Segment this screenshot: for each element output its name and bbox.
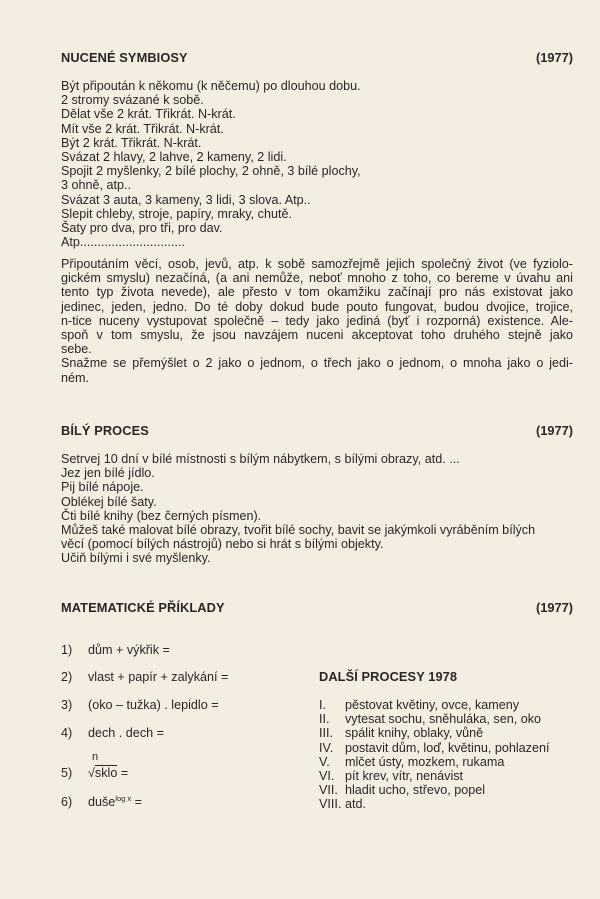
item-text: (oko – tužka) . lepidlo = (88, 698, 219, 712)
text-line: Jez jen bílé jídlo. (61, 466, 155, 481)
section-year: (1977) (536, 50, 573, 65)
text-line: Učiň bílými i své myšlenky. (61, 551, 211, 566)
item-text: mlčet ústy, mozkem, rukama (345, 754, 505, 769)
radical-sign-icon: √ (88, 766, 95, 780)
list-item (319, 741, 549, 755)
text-line: Čti bílé knihy (bez černých písmen). (61, 508, 262, 523)
text-line: jedinec, jeden, jedno. Do té doby dokud bude pouto fungovat, budou dvojice, trojice, (61, 299, 573, 314)
roman-numeral: IV. (319, 740, 334, 755)
text-line: Být připoután k někomu (k něčemu) po dlouhou dobu. (61, 79, 361, 93)
list-item (319, 698, 549, 712)
section-title-nucene-symbiosy: NUCENÉ SYMBIOSY (61, 50, 188, 65)
math-item (61, 751, 129, 780)
roman-numeral: VII. (319, 783, 338, 798)
text-line: tento typ života nevede), ale přesto v tom okamžiku začínají pro nás existovat jako (61, 285, 573, 300)
item-text: vlast + papír + zalykání = (88, 670, 229, 684)
roman-numeral: VIII. (319, 797, 342, 812)
equals: = (117, 766, 129, 780)
item-text: postavit dům, loď, květinu, pohlazení (345, 740, 550, 755)
roman-numeral: II. (319, 712, 330, 727)
text-line: gickém smyslu) nezačíná, (a ani nemůže, neboť mnoho z toho, co bereme v úvahu ani (61, 271, 573, 286)
section-year: (1977) (536, 423, 573, 438)
radicand: sklo (94, 766, 118, 780)
item-number: 6) (61, 795, 73, 809)
item-number: 2) (61, 670, 73, 684)
list-item (319, 797, 549, 811)
roman-numeral: VI. (319, 768, 335, 783)
section-year: (1977) (536, 600, 573, 615)
section1-paragraph (61, 257, 573, 385)
text-line: Setrvej 10 dní v bílé místnosti s bílým nábytkem, s bílými obrazy, atd. ... (61, 452, 460, 466)
item-text: pít krev, vítr, nenávist (345, 768, 464, 783)
base: duše (88, 795, 116, 809)
text-line: Snažme se přemýšlet o 2 jako o jednom, o třech jako o jednom, o mnoha jako o jedi- (61, 356, 573, 371)
item-text: spálit knihy, oblaky, vůně (345, 726, 484, 741)
text-line: Být 2 krát. Třikrát. N-krát. (61, 135, 202, 150)
item-number: 4) (61, 726, 73, 740)
text-line: 3 ohně, atp.. (61, 178, 132, 193)
item-text: dech . dech = (88, 726, 164, 740)
text-line: Šaty pro dva, pro tři, pro dav. (61, 220, 223, 235)
equals: = (131, 795, 143, 809)
list-item (319, 726, 549, 740)
item-text: atd. (345, 797, 367, 812)
math-item (61, 794, 142, 809)
math-item (61, 643, 170, 657)
roman-numeral: V. (319, 754, 330, 769)
exponent: log x (115, 794, 132, 803)
roman-numeral: III. (319, 726, 333, 741)
root-index: n (92, 751, 99, 763)
text-line: věcí (pomocí bílých nástrojů) nebo si hrát s bílými objekty. (61, 537, 384, 552)
list-item (319, 783, 549, 797)
item-text: vytesat sochu, sněhuláka, sen, oko (345, 712, 542, 727)
list-item (319, 769, 549, 783)
section1-lines (61, 79, 361, 249)
text-line: Můžeš také malovat bílé obrazy, tvořit bílé sochy, bavit se jakýmkoli vyráběním bílých (61, 522, 536, 537)
list-item (319, 712, 549, 726)
text-line: Atp.............................. (61, 235, 185, 250)
item-text: pěstovat květiny, ovce, kameny (345, 698, 520, 712)
item-number: 3) (61, 698, 73, 712)
math-item (61, 726, 164, 740)
text-line: sebe. (61, 342, 92, 357)
math-item (61, 670, 228, 684)
item-number: 1) (61, 643, 73, 657)
text-line: 2 stromy svázané k sobě. (61, 93, 204, 108)
item-text: hladit ucho, střevo, popel (345, 783, 486, 798)
text-line: Pij bílé nápoje. (61, 480, 144, 495)
text-line: spoň v tom smyslu, že jsou navzájem nuceni akceptovat toho druhého stejně jako (61, 327, 573, 342)
text-line: Připoutáním věcí, osob, jevů, atp. k sobě samozřejmě jejich společný život (ve fyziolo- (61, 257, 573, 271)
process-list (319, 698, 549, 812)
section2-lines (61, 452, 535, 566)
section-title-bily-proces: BÍLÝ PROCES (61, 423, 149, 438)
text-line: Spojit 2 myšlenky, 2 bílé plochy, 2 ohně, 3 bílé plochy, (61, 164, 361, 179)
section-title-matematicke-priklady: MATEMATICKÉ PŘÍKLADY (61, 600, 225, 615)
text-line: Dělat vše 2 krát. Třikrát. N-krát. (61, 107, 236, 122)
section-title-dalsi-procesy: DALŠÍ PROCESY 1978 (319, 669, 458, 684)
list-item (319, 755, 549, 769)
text-line: Oblékej bílé šaty. (61, 494, 157, 509)
text-line: Mít vše 2 krát. Třikrát. N-krát. (61, 121, 224, 136)
item-number: 5) (61, 766, 73, 780)
text-line: Slepit chleby, stroje, papíry, mraky, chutě. (61, 206, 292, 221)
math-item (61, 698, 219, 712)
item-text: dům + výkřik = (88, 643, 170, 657)
text-line: ném. (61, 370, 89, 385)
roman-numeral: I. (319, 698, 326, 712)
text-line: Svázat 2 hlavy, 2 lahve, 2 kameny, 2 lidi. (61, 149, 287, 164)
text-line: n-tice nuceny vystupovat společně – tedy jako jediná (byť i rozporná) existence. Ale- (61, 313, 573, 328)
root-expression (88, 751, 118, 780)
text-line: Svázat 3 auta, 3 kameny, 3 lidi, 3 slova. Atp.. (61, 192, 311, 207)
